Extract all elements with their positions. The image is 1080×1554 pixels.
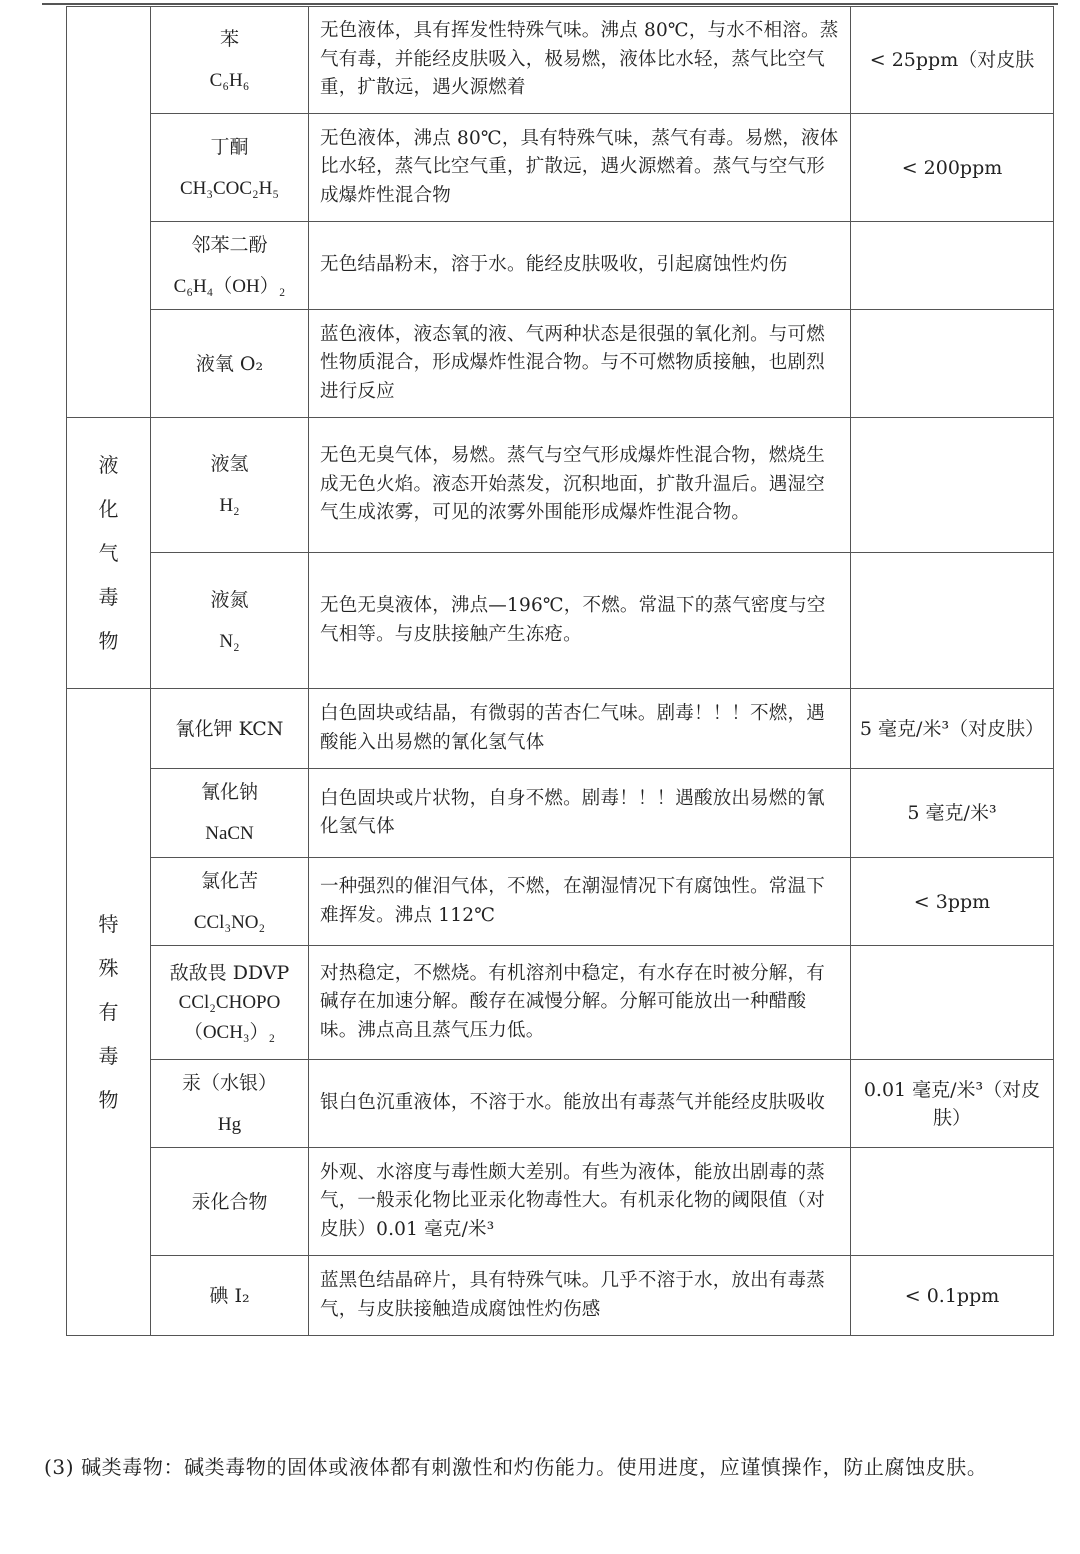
chemical-formula: N₂ bbox=[219, 630, 240, 652]
limit-cell: < 200ppm bbox=[851, 114, 1054, 222]
chemical-name-cell bbox=[151, 1256, 309, 1336]
category-char: 有 bbox=[98, 1000, 119, 1024]
chemical-name: 液氮 bbox=[210, 588, 249, 611]
description-cell: 一种强烈的催泪气体，不燃，在潮湿情况下有腐蚀性。常温下难挥发。沸点 112℃ bbox=[309, 858, 851, 946]
description-cell: 无色结晶粉末，溶于水。能经皮肤吸收，引起腐蚀性灼伤 bbox=[309, 222, 851, 310]
chemical-name: 苯 bbox=[219, 28, 239, 50]
limit-cell: < 25ppm（对皮肤 bbox=[851, 7, 1054, 114]
table-row bbox=[67, 1148, 1054, 1256]
chemical-name-cell bbox=[151, 553, 309, 689]
table-row bbox=[67, 7, 1054, 114]
table-row bbox=[67, 946, 1054, 1060]
description-cell: 银白色沉重液体，不溶于水。能放出有毒蒸气并能经皮肤吸收 bbox=[309, 1060, 851, 1148]
description-cell: 蓝色液体，液态氧的液、气两种状态是很强的氧化剂。与可燃性物质混合，形成爆炸性混合物。与不可燃物质接触，也剧烈进行反应 bbox=[309, 310, 851, 418]
chemical-formula: CCl₂CHOPO（OCH₃）₂ bbox=[178, 991, 281, 1043]
limit-cell: < 3ppm bbox=[851, 858, 1054, 946]
description-cell: 对热稳定，不燃烧。有机溶剂中稳定，有水存在时被分解，有碱存在加速分解。酸存在减慢分解。分解可能放出一种醋酸味。沸点高且蒸气压力低。 bbox=[309, 946, 851, 1060]
category-char: 特 bbox=[98, 912, 119, 936]
table-row bbox=[67, 114, 1054, 222]
chemical-name-cell bbox=[151, 689, 309, 769]
chemical-formula: Hg bbox=[217, 1113, 242, 1135]
description-cell: 外观、水溶度与毒性颇大差别。有些为液体，能放出剧毒的蒸气，一般汞化物比亚汞化物毒性大。有机汞化物的阈限值（对皮肤）0.01 毫克/米³ bbox=[309, 1148, 851, 1256]
limit-cell bbox=[851, 1148, 1054, 1256]
table-row bbox=[67, 418, 1054, 553]
table-row bbox=[67, 222, 1054, 310]
chemical-name: 氰化钠 bbox=[200, 781, 258, 803]
description-cell: 无色无臭液体，沸点—196℃，不燃。常温下的蒸气密度与空气相等。与皮肤接触产生冻疮。 bbox=[309, 553, 851, 689]
top-rule bbox=[42, 3, 1058, 5]
chemical-formula: CCl₃NO₂ bbox=[193, 911, 266, 933]
chemical-name-cell bbox=[151, 310, 309, 418]
category-char: 化 bbox=[98, 497, 119, 521]
table-row bbox=[67, 553, 1054, 689]
chemical-name: 氯化苦 bbox=[200, 869, 258, 892]
category-char: 物 bbox=[98, 1088, 119, 1112]
description-cell: 无色液体，沸点 80℃，具有特殊气味，蒸气有毒。易燃，液体比水轻，蒸气比空气重，扩散远，遇火源燃着。蒸气与空气形成爆炸性混合物 bbox=[309, 114, 851, 222]
chemical-formula: CH₃COC₂H₅ bbox=[179, 177, 280, 199]
chemical-name: 汞（水银） bbox=[181, 1071, 277, 1094]
table-row bbox=[67, 858, 1054, 946]
table-row bbox=[67, 310, 1054, 418]
toxic-substances-table bbox=[66, 6, 1054, 1336]
chemical-name: 丁酮 bbox=[210, 135, 249, 158]
chemical-formula: NaCN bbox=[205, 823, 254, 844]
chemical-name: 液氧 O₂ bbox=[195, 352, 264, 375]
chemical-name-cell bbox=[151, 418, 309, 553]
chemical-name: 汞化合物 bbox=[191, 1190, 268, 1213]
description-cell: 无色无臭气体，易燃。蒸气与空气形成爆炸性混合物，燃烧生成无色火焰。液态开始蒸发，沉积地面，扩散升温后。遇湿空气生成浓雾，可见的浓雾外围能形成爆炸性混合物。 bbox=[309, 418, 851, 553]
description-cell: 无色液体，具有挥发性特殊气味。沸点 80℃，与水不相溶。蒸气有毒，并能经皮肤吸入，极易燃，液体比水轻，蒸气比空气重，扩散远，遇火源燃着 bbox=[309, 7, 851, 114]
limit-cell: 5 毫克/米³ bbox=[851, 769, 1054, 858]
category-char: 殊 bbox=[98, 956, 119, 980]
chemical-formula: C₆H₆ bbox=[209, 70, 250, 91]
chemical-name-cell bbox=[151, 7, 309, 114]
chemical-name-cell bbox=[151, 222, 309, 310]
limit-cell bbox=[851, 310, 1054, 418]
chemical-name-cell bbox=[151, 858, 309, 946]
chemical-name-cell bbox=[151, 769, 309, 858]
category-char: 液 bbox=[98, 453, 119, 477]
section-3-paragraph: (3) 碱类毒物：碱类毒物的固体或液体都有刺激性和灼伤能力。使用进度，应谨慎操作，防止腐蚀皮肤。 bbox=[44, 1455, 988, 1479]
chemical-formula: C₆H₄（OH）₂ bbox=[173, 275, 286, 297]
table-row bbox=[67, 1256, 1054, 1336]
chemical-name: 邻苯二酚 bbox=[191, 233, 268, 256]
category-char: 气 bbox=[98, 541, 119, 565]
chemical-name: 敌敌畏 DDVP bbox=[169, 961, 290, 984]
chemical-name: 氰化钾 KCN bbox=[175, 717, 284, 740]
limit-cell bbox=[851, 946, 1054, 1060]
limit-cell bbox=[851, 553, 1054, 689]
limit-cell: < 0.1ppm bbox=[851, 1256, 1054, 1336]
chemical-name-cell bbox=[151, 946, 309, 1060]
description-cell: 蓝黑色结晶碎片，具有特殊气味。几乎不溶于水，放出有毒蒸气，与皮肤接触造成腐蚀性灼伤感 bbox=[309, 1256, 851, 1336]
table-row bbox=[67, 689, 1054, 769]
limit-cell: 5 毫克/米³（对皮肤） bbox=[851, 689, 1054, 769]
table-row bbox=[67, 1060, 1054, 1148]
category-char: 毒 bbox=[98, 585, 119, 609]
category-char: 物 bbox=[98, 629, 119, 653]
table-row bbox=[67, 769, 1054, 858]
chemical-name: 碘 I₂ bbox=[209, 1284, 250, 1307]
description-cell: 白色固块或片状物，自身不燃。剧毒！！！遇酸放出易燃的氰化氢气体 bbox=[309, 769, 851, 858]
category-char: 毒 bbox=[98, 1044, 119, 1068]
category-cell-empty bbox=[67, 7, 151, 418]
chemical-name-cell bbox=[151, 1060, 309, 1148]
chemical-formula: H₂ bbox=[219, 495, 240, 516]
limit-cell: 0.01 毫克/米³（对皮肤） bbox=[851, 1060, 1054, 1148]
category-special-toxic bbox=[67, 689, 151, 1336]
chemical-name-cell bbox=[151, 1148, 309, 1256]
limit-cell bbox=[851, 222, 1054, 310]
category-liquefied-gas bbox=[67, 418, 151, 689]
limit-cell bbox=[851, 418, 1054, 553]
chemical-name: 液氢 bbox=[210, 453, 249, 475]
description-cell: 白色固块或结晶，有微弱的苦杏仁气味。剧毒！！！不燃，遇酸能入出易燃的氰化氢气体 bbox=[309, 689, 851, 769]
chemical-name-cell bbox=[151, 114, 309, 222]
